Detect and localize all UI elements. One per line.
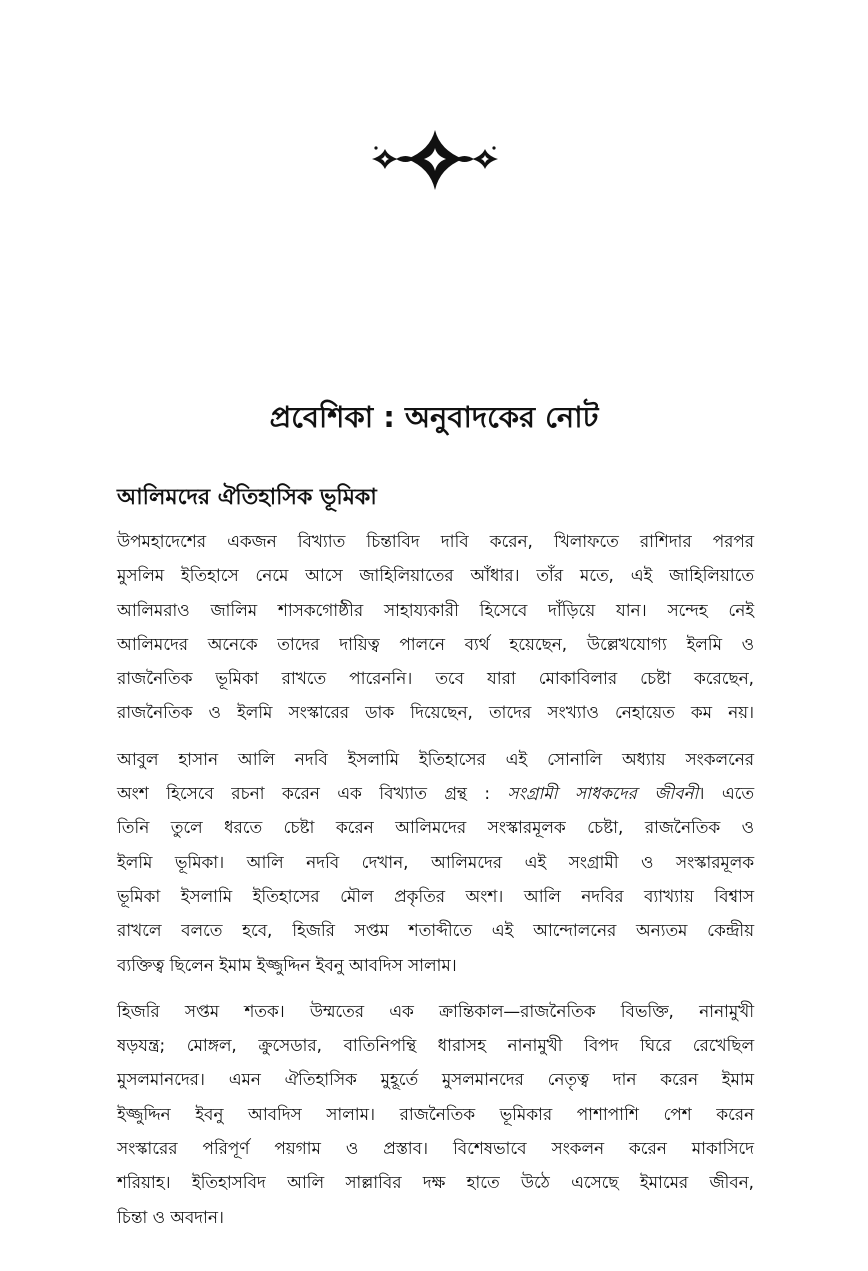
text-line: রাখলে বলতে হবে, হিজরি সপ্তম শতাব্দীতে এই আন্দোলনের অন্যতম কেন্দ্রীয়	[117, 920, 754, 941]
paragraph-1	[117, 524, 754, 730]
text-line: তিনি তুলে ধরতে চেষ্টা করেন আলিমদের সংস্কারমূলক চেষ্টা, রাজনৈতিক ও	[117, 817, 754, 838]
text-line: মুসলমানদের। এমন ঐতিহাসিক মুহূর্তে মুসলমানদের নেতৃত্ব দান করেন ইমাম	[117, 1069, 754, 1090]
body-text	[117, 524, 754, 1246]
text-segment: । এতে	[698, 783, 754, 804]
text-line: ইজ্জুদ্দিন ইবনু আবদিস সালাম। রাজনৈতিক ভূমিকার পাশাপাশি পেশ করেন	[117, 1103, 754, 1124]
text-line: রাজনৈতিক ও ইলমি সংস্কারের ডাক দিয়েছেন, তাদের সংখ্যাও নেহায়েত কম নয়।	[117, 702, 754, 723]
text-line: মুসলিম ইতিহাসে নেমে আসে জাহিলিয়াতের আঁধার। তাঁর মতে, এই জাহিলিয়াতে	[117, 565, 754, 586]
text-line: আলিমরাও জালিম শাসকগোষ্ঠীর সাহায্যকারী হিসেবে দাঁড়িয়ে যান। সন্দেহ নেই	[117, 599, 754, 620]
text-line	[117, 776, 754, 810]
text-line: ইলমি ভূমিকা। আলি নদবি দেখান, আলিমদের এই সংগ্রামী ও সংস্কারমূলক	[117, 851, 754, 872]
book-title: সংগ্রামী সাধকদের জীবনী	[507, 783, 699, 804]
text-line: সংস্কারের পরিপূর্ণ পয়গাম ও প্রস্তাব। বিশেষভাবে সংকলন করেন মাকাসিদে	[117, 1138, 754, 1159]
section-heading: আলিমদের ঐতিহাসিক ভূমিকা	[117, 485, 377, 510]
text-line: রাজনৈতিক ভূমিকা রাখতে পারেননি। তবে যারা মোকাবিলার চেষ্টা করেছেন,	[117, 668, 754, 689]
text-line: শরিয়াহ। ইতিহাসবিদ আলি সাল্লাবির দক্ষ হাতে উঠে এসেছে ইমামের জীবন,	[117, 1172, 754, 1193]
paragraph-3	[117, 994, 754, 1234]
text-line: আবুল হাসান আলি নদবি ইসলামি ইতিহাসের এই সোনালি অধ্যায় সংকলনের	[117, 748, 754, 769]
chapter-title: প্রবেশিকা : অনুবাদকের নোট	[269, 400, 599, 434]
text-line: আলিমদের অনেকে তাদের দায়িত্ব পালনে ব্যর্থ হয়েছেন, উল্লেখযোগ্য ইলমি ও	[117, 633, 754, 654]
text-line: হিজরি সপ্তম শতক। উম্মতের এক ক্রান্তিকাল—রাজনৈতিক বিভক্তি, নানামুখী	[117, 1000, 754, 1021]
text-line: চিন্তা ও অবদান।	[117, 1206, 224, 1227]
text-line: ব্যক্তিত্ব ছিলেন ইমাম ইজ্জুদ্দিন ইবনু আবদিস সালাম।	[117, 954, 457, 975]
text-line: ষড়যন্ত্র; মোঙ্গল, ক্রুসেডার, বাতিনিপন্থি ধারাসহ নানামুখী বিপদ ঘিরে রেখেছিল	[117, 1035, 754, 1056]
paragraph-2	[117, 742, 754, 982]
text-line: উপমহাদেশের একজন বিখ্যাত চিন্তাবিদ দাবি করেন, খিলাফতে রাশিদার পরপর	[117, 531, 754, 551]
text-line: ভূমিকা ইসলামি ইতিহাসের মৌল প্রকৃতির অংশ। আলি নদবির ব্যাখ্যায় বিশ্বাস	[117, 885, 754, 906]
diamond-star-ornament-icon	[368, 128, 502, 192]
text-segment: অংশ হিসেবে রচনা করেন এক বিখ্যাত গ্রন্থ :	[117, 783, 490, 804]
